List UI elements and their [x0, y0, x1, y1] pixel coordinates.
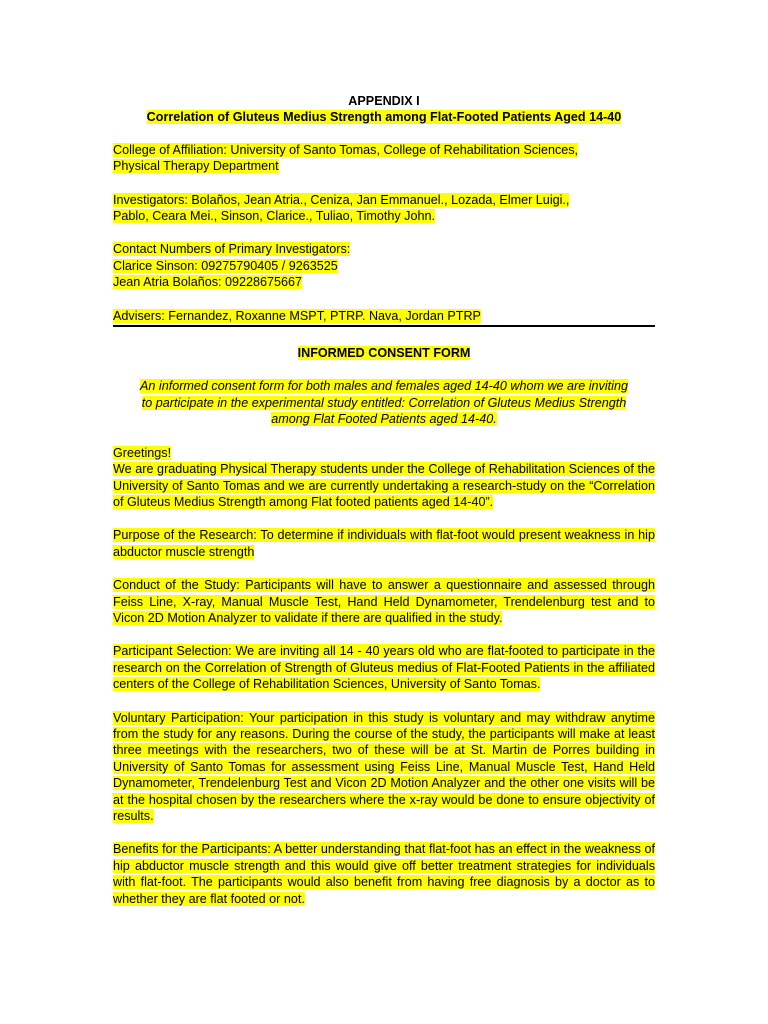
paragraph-purpose: Purpose of the Research: To determine if individuals with flat-foot would present weakness in hip abductor muscle strength: [113, 528, 655, 559]
college-affiliation: College of Affiliation: University of Santo Tomas, College of Rehabilitation Sciences, Physical Therapy Department: [113, 142, 579, 174]
greetings: Greetings!: [113, 445, 172, 460]
paragraph-conduct: Conduct of the Study: Participants will have to answer a questionnaire and assessed through Feiss Line, X-ray, Manual Muscle Test, Hand Held Dynamometer, Trendelenburg test and to Vicon 2D Motion Analyzer to validate if there are qualified in the study.: [113, 578, 655, 625]
section-divider: [113, 325, 655, 327]
document-page: [113, 93, 655, 907]
appendix-heading: APPENDIX I: [348, 94, 420, 108]
paragraph-voluntary-participation: Voluntary Participation: Your participation in this study is voluntary and may withdraw anytime from the study for any reasons. During the course of the study, the participants will make at least three meetings with the researchers, two of these will be at St. Martin de Porres building in University of Santo Tomas for assessment using Feiss Line, Manual Muscle Test, Hand Held Dynamometer, Trendelenburg Test and Vicon 2D Motion Analyzer and the other one visits will be at the hospital chosen by the researchers where the x-ray would be done to ensure objectivity of results.: [113, 710, 655, 823]
form-intro: An informed consent form for both males and females aged 14-40 whom we are inviting to participate in the experimental study entitled: Correlation of Gluteus Medius Strength among Flat Footed Patients aged 14-40.: [140, 379, 628, 427]
paragraph-graduating: We are graduating Physical Therapy students under the College of Rehabilitation Sciences of the University of Santo Tomas and we are currently undertaking a research-study on the “Correlation of Gluteus Medius Strength among Flat footed patients aged 14-40”.: [113, 462, 655, 509]
paragraph-benefits: Benefits for the Participants: A better understanding that flat-foot has an effect in the weakness of hip abductor muscle strength and this would give off better treatment strategies for individuals with flat-foot. The participants would also benefit from having free diagnosis by a doctor as to whether they are flat footed or not.: [113, 842, 655, 906]
paragraph-participant-selection: Participant Selection: We are inviting all 14 - 40 years old who are flat-footed to participate in the research on the Correlation of Strength of Gluteus medius of Flat-Footed Patients in the affiliated centers of the College of Rehabilitation Sciences, University of Santo Tomas.: [113, 644, 655, 692]
investigators: Investigators: Bolaños, Jean Atria., Ceniza, Jan Emmanuel., Lozada, Elmer Luigi., Pablo, Ceara Mei., Sinson, Clarice., Tuliao, Timothy John.: [113, 192, 570, 224]
advisers: Advisers: Fernandez, Roxanne MSPT, PTRP. Nava, Jordan PTRP: [113, 308, 481, 323]
form-title: INFORMED CONSENT FORM: [297, 346, 471, 361]
contact-numbers: Contact Numbers of Primary Investigators: Clarice Sinson: 09275790405 / 9263525 Jean Atria Bolaños: 09228675667: [113, 242, 351, 290]
study-title: Correlation of Gluteus Medius Strength among Flat-Footed Patients Aged 14-40: [146, 110, 622, 125]
